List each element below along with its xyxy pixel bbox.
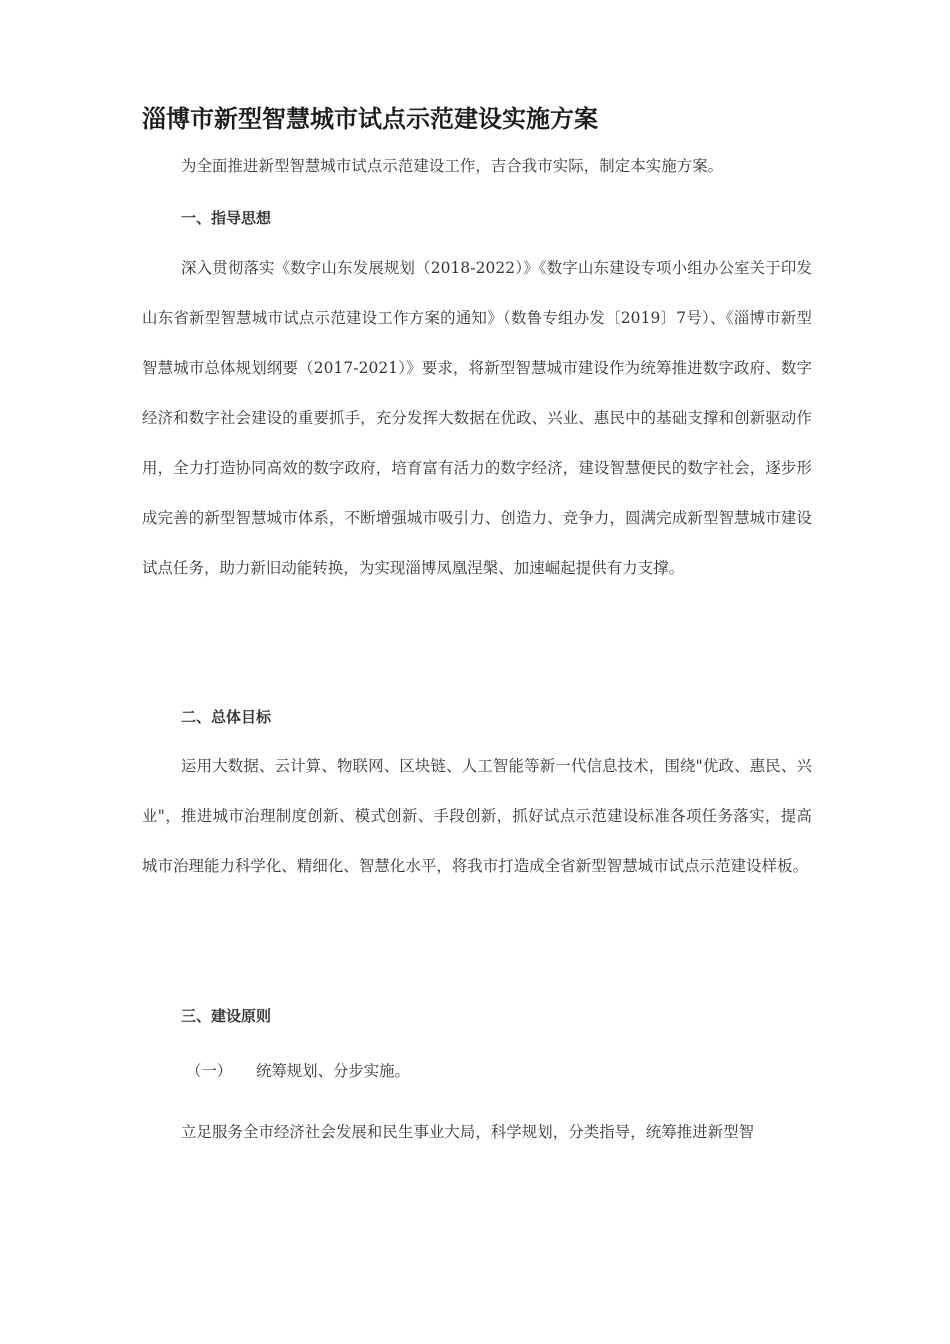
section-paragraph-overall-goal: 运用大数据、云计算、物联网、区块链、人工智能等新一代信息技术，围绕"优政、惠民、兴业"，推进城市治理制度创新、模式创新、手段创新，抓好试点示范建设标准各项任务落实，提高城市治理能力科学化、精细化、智慧化水平，将我市打造成全省新型智慧城市试点示范建设样板。 [142,757,812,875]
section-heading-guiding-ideology: 一、指导思想 [181,209,272,227]
sub-item-principle-1 [186,1060,410,1082]
section-paragraph-construction-principles: 立足服务全市经济社会发展和民生事业大局，科学规划，分类指导，统筹推进新型智 [181,1123,755,1141]
sub-item-title: 统筹规划、分步实施。 [256,1062,410,1080]
sub-item-number: （一） [186,1062,233,1080]
section-heading-construction-principles: 三、建设原则 [181,1007,272,1025]
section-paragraph-guiding-ideology: 深入贯彻落实《数字山东发展规划（2018-2022）》《数字山东建设专项小组办公室关于印发山东省新型智慧城市试点示范建设工作方案的通知》（数鲁专组办发〔2019〕7号）、《淄博市新型智慧城市总体规划纲要（2017-2021）》要求，将新型智慧城市建设作为统筹推进数字政府、数字经济和数字社会建设的重要抓手，充分发挥大数据在优政、兴业、惠民中的基础支撑和创新驱动作用，全力打造协同高效的数字政府，培育富有活力的数字经济，建设智慧便民的数字社会，逐步形成完善的新型智慧城市体系，不断增强城市吸引力、创造力、竞争力，圆满完成新型智慧城市建设试点任务，助力新旧动能转换，为实现淄博凤凰涅槃、加速崛起提供有力支撑。 [142,259,812,577]
intro-paragraph: 为全面推进新型智慧城市试点示范建设工作，吉合我市实际，制定本实施方案。 [181,157,724,175]
section-heading-overall-goal: 二、总体目标 [181,708,272,726]
document-title: 淄博市新型智慧城市试点示范建设实施方案 [142,105,598,133]
